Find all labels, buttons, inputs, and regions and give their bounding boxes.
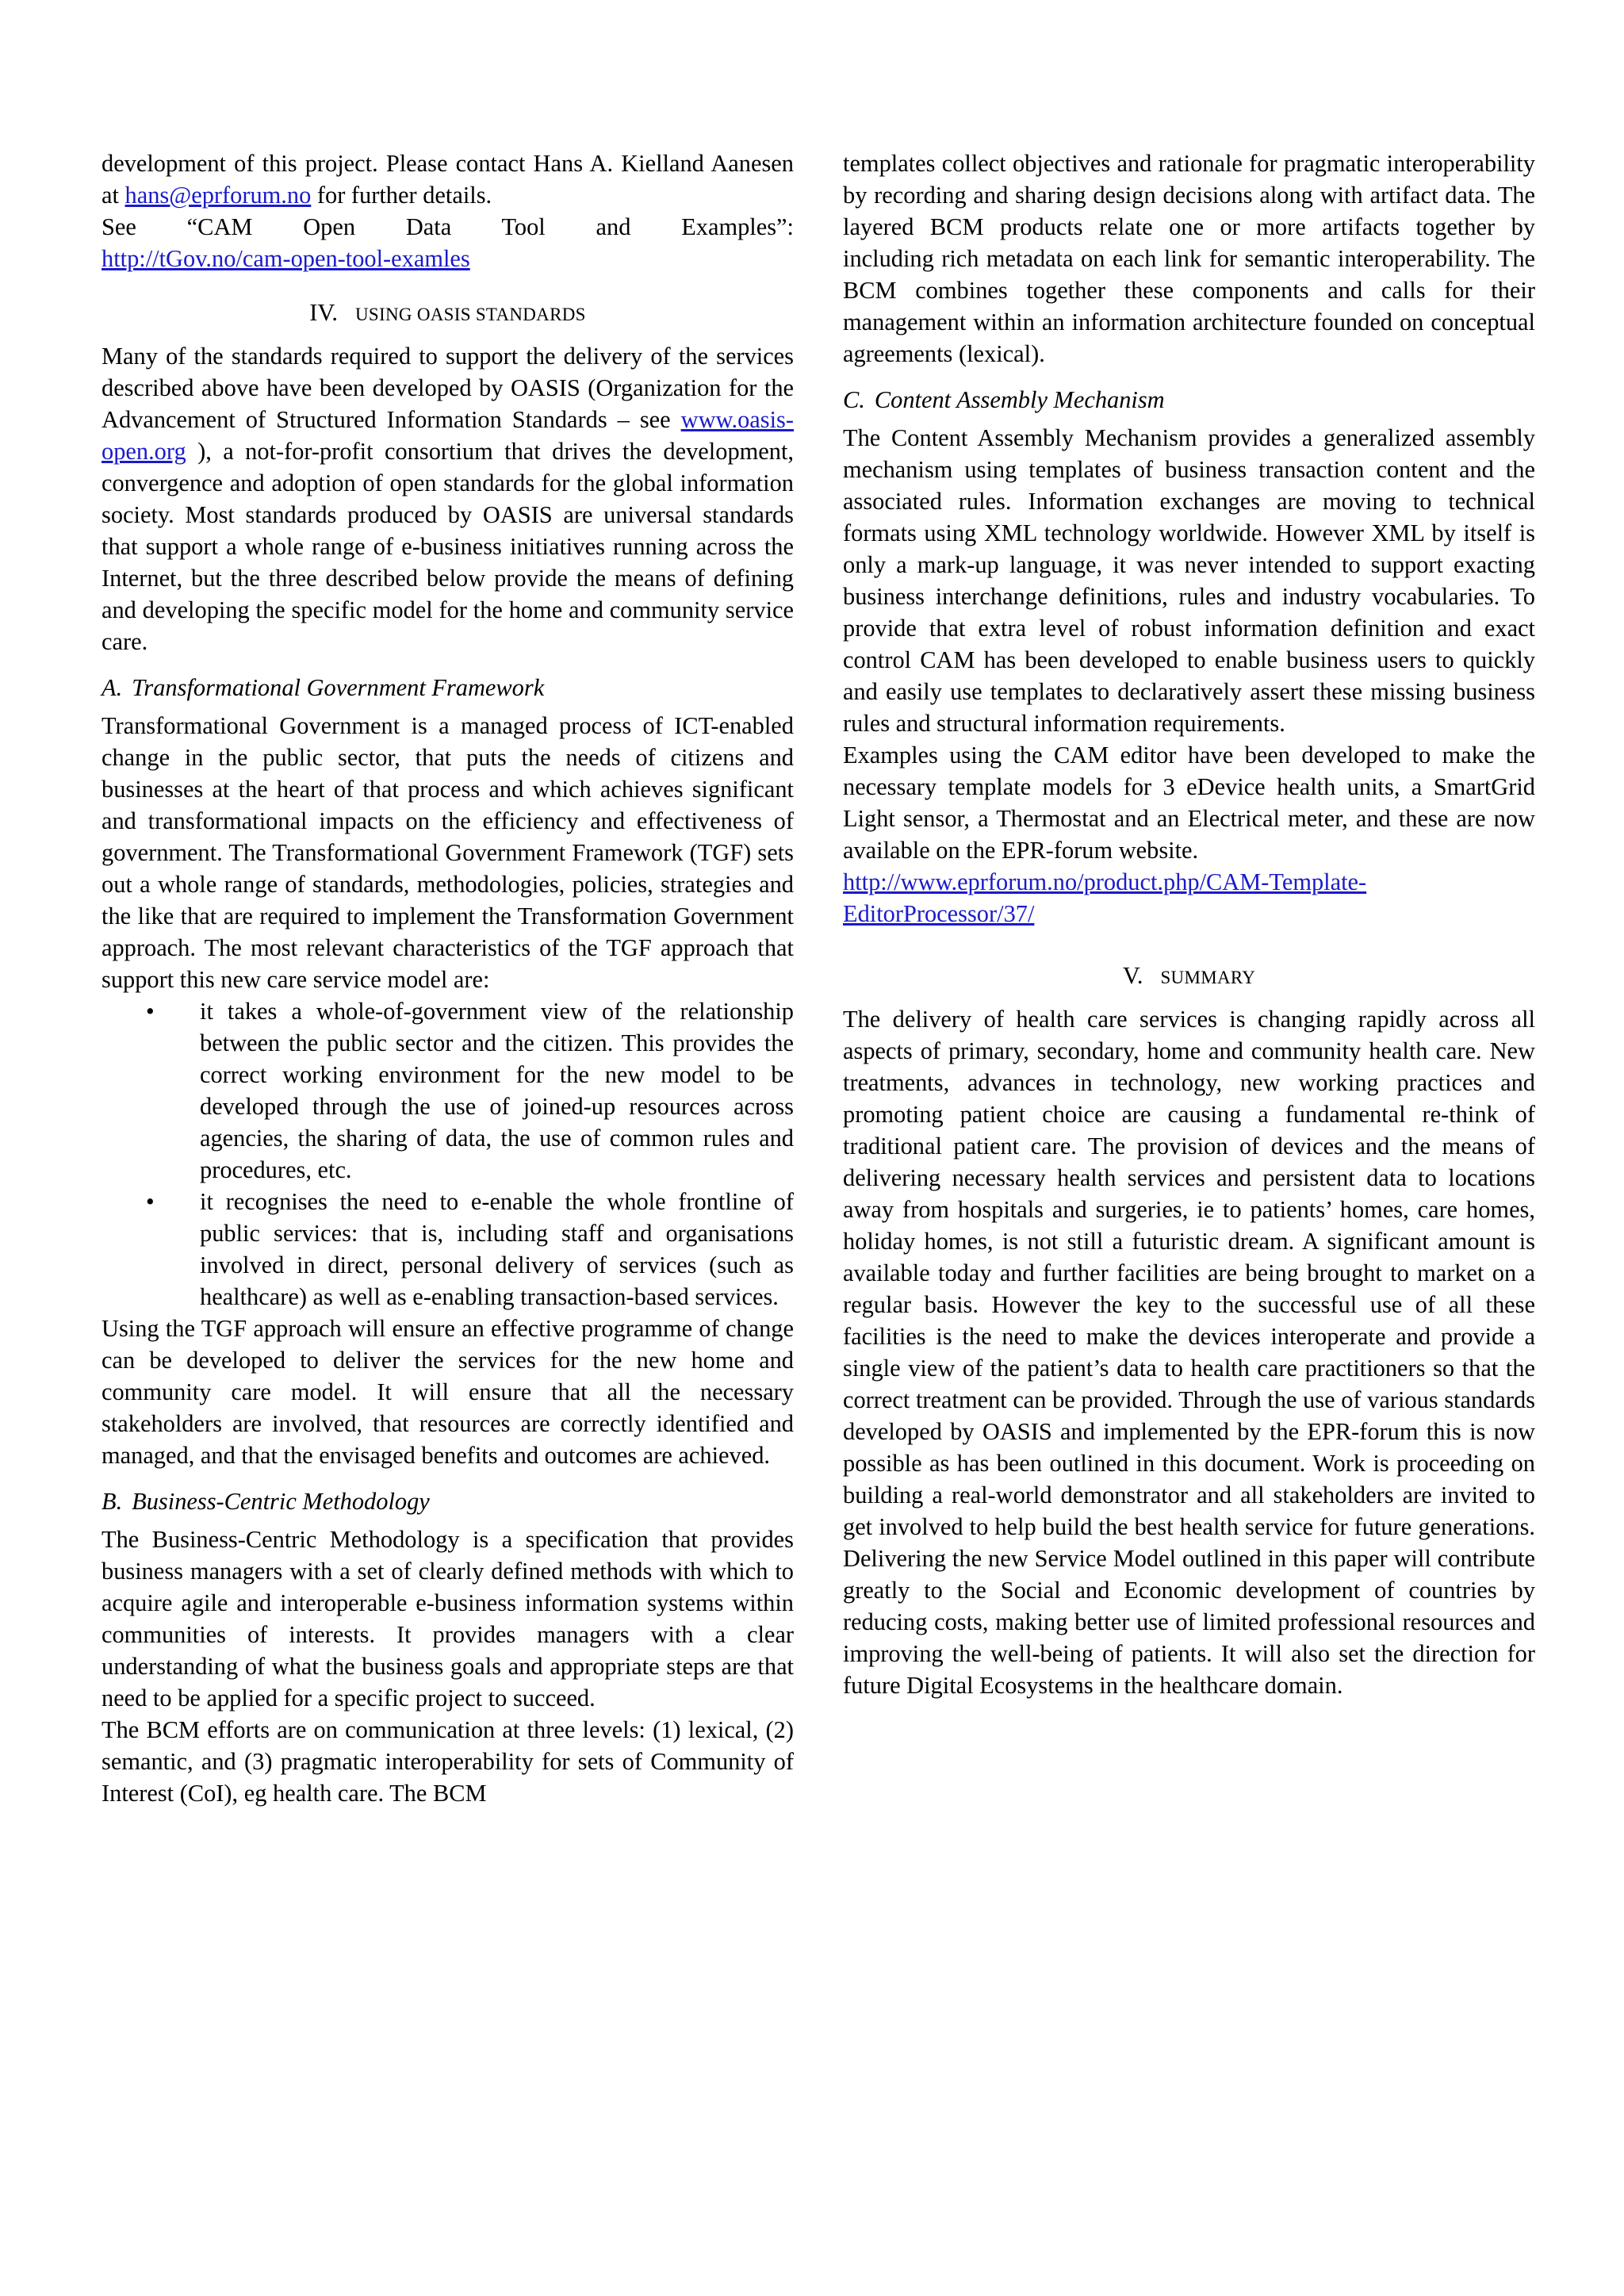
tgf-paragraph: Transformational Government is a managed process of ICT-enabled change in the public sector, that puts the needs of citizens and businesses at the heart of that process and which achieves significant and transformational impacts on the efficiency and effectiveness of government. The Transformational Government Framework (TGF) sets out a whole range of standards, methodologies, policies, strategies and the like that are required to implement the Transformation Government approach. The most relevant characteristics of the TGF approach that support this new care service model are: <box>102 712 794 993</box>
cam-template-link-cont[interactable]: EditorProcessor/37/ <box>843 900 1035 927</box>
subsection-letter: B. <box>102 1488 123 1515</box>
subsection-letter: A. <box>102 674 123 701</box>
bullet-text: it takes a whole-of-government view of the relationship between the public sector and the citizen. This provides the correct working environment for the new model to be developed through the use of joined-up resources across agencies, the sharing of data, the use of common rules and procedures, etc. <box>200 998 794 1183</box>
tgf-approach-paragraph: Using the TGF approach will ensure an effective programme of change can be developed to deliver the services for the new home and community care model. It will ensure that all the necessary stakeholders are involved, that resources are correctly identified and managed, and that the envisaged benefits and outcomes are achieved. <box>102 1315 794 1469</box>
oasis-text-a: Many of the standards required to support the delivery of the services described above have been developed by OASIS (Organization for the Advancement of Structured Information Standards – see <box>102 343 794 433</box>
tool-link-line <box>102 243 794 274</box>
intro-text-end: for further details. <box>311 182 492 209</box>
bcm-continued-paragraph: templates collect objectives and rationale for pragmatic interoperability by recording and sharing design decisions along with artifact data. The layered BCM products relate one or more artifacts together by including rich metadata on each link for semantic interoperability. The BCM combines together these components and calls for their management within an information architecture founded on conceptual agreements (lexical). <box>843 150 1535 367</box>
cam-paragraph: The Content Assembly Mechanism provides a generalized assembly mechanism using templates of business transaction content and the associated rules. Information exchanges are moving to technical formats using XML technology worldwide. However XML by itself is only a mark-up language, it was never intended to support exacting business interchange definitions, rules and industry vocabularies. To provide that extra level of robust information definition and exact control CAM has been developed to enable business users to quickly and easily use templates to declaratively assert these missing business rules and structural information requirements. <box>843 424 1535 737</box>
tgf-bullet-list <box>102 995 794 1313</box>
cam-url-line <box>843 866 1535 930</box>
section-heading-v <box>843 960 1535 994</box>
oasis-text-b: ), a not-for-profit consortium that drives the development, convergence and adoption of open standards for the global information society. Most standards produced by OASIS are universal standards that support a whole range of e-business initiatives running across the Internet, but the three described below provide the means of defining and developing the specific model for the home and community service care. <box>102 438 794 655</box>
intro-paragraph <box>102 148 794 211</box>
left-column <box>102 148 794 1809</box>
contact-email-link[interactable]: hans@eprforum.no <box>124 182 312 209</box>
intro-text: development of this project. Please contact Hans A. Kielland Aanesen at <box>102 150 794 209</box>
subsection-letter: C. <box>843 386 865 413</box>
summary-paragraph: The delivery of health care services is changing rapidly across all aspects of primary, secondary, home and community health care. New treatments, advances in technology, new working practices and promoting patient choice are causing a fundamental re-think of traditional patient care. The provision of devices and the means of delivering necessary health services and persistent data to locations away from hospitals and surgeries, ie to patients’ homes, care homes, holiday homes, is not still a futuristic dream. A significant amount is available today and further facilities are being brought to market on a regular basis. However the key to the successful use of all these facilities is the need to make the devices interoperate and provide a single view of the patient’s data to health care practitioners so that the correct treatment can be provided. Through the use of various standards developed by OASIS and implemented by the EPR-forum this is now possible as has been outlined in this document. Work is proceeding on building a real-world demonstrator and all stakeholders are invited to get involved to help build the best health service for future generations. Delivering the new Service Model outlined in this paper will contribute greatly to the Social and Economic development of countries by reducing costs, making better use of limited professional resources and improving the well-being of patients. It will also set the direction for future Digital Ecosystems in the healthcare domain. <box>843 1006 1535 1699</box>
bullet-dot: • <box>146 1188 155 1215</box>
section-title: USING OASIS STANDARDS <box>355 305 586 324</box>
bullet-dot: • <box>146 998 155 1025</box>
section-title: SUMMARY <box>1160 968 1256 987</box>
section-number: V. <box>1122 962 1143 989</box>
section-heading-iv <box>102 297 794 331</box>
subsection-title: Content Assembly Mechanism <box>874 386 1165 413</box>
oasis-paragraph <box>102 340 794 657</box>
bcm-levels-paragraph: The BCM efforts are on communication at three levels: (1) lexical, (2) semantic, and (3) pragmatic interoperability for sets of Community of Interest (CoI), eg health care. The BCM <box>102 1716 794 1807</box>
cam-open-tool-link[interactable]: http://tGov.no/cam-open-tool-examles <box>102 245 470 272</box>
subsection-heading-b <box>102 1485 794 1517</box>
oasis-link[interactable]: www.oasis-open.org <box>102 406 794 465</box>
right-column <box>843 148 1535 1701</box>
cam-template-link[interactable]: http://www.eprforum.no/product.php/CAM-Template- <box>843 868 1367 895</box>
subsection-heading-c <box>843 384 1535 416</box>
bullet-item <box>102 995 794 1186</box>
bcm-paragraph: The Business-Centric Methodology is a specification that provides business managers with a set of clearly defined methods with which to acquire agile and interoperable e-business information systems within communities of interests. It provides managers with a clear understanding of what the business goals and appropriate steps are that need to be applied for a specific project to succeed. <box>102 1526 794 1711</box>
subsection-title: Business-Centric Methodology <box>132 1488 430 1515</box>
bullet-text: it recognises the need to e-enable the whole frontline of public services: that is, including staff and organisations involved in direct, personal delivery of services (such as healthcare) as well as e-enabling transaction-based services. <box>200 1188 794 1310</box>
section-number: IV. <box>309 299 338 326</box>
subsection-title: Transformational Government Framework <box>132 674 545 701</box>
subsection-heading-a <box>102 672 794 703</box>
cam-examples-paragraph: Examples using the CAM editor have been developed to make the necessary template models for 3 eDevice health units, a SmartGrid Light sensor, a Thermostat and an Electrical meter, and these are now available on the EPR-forum website. <box>843 742 1535 864</box>
bullet-item <box>102 1186 794 1313</box>
see-tool-line: See “CAM Open Data Tool and Examples”: <box>102 213 794 240</box>
